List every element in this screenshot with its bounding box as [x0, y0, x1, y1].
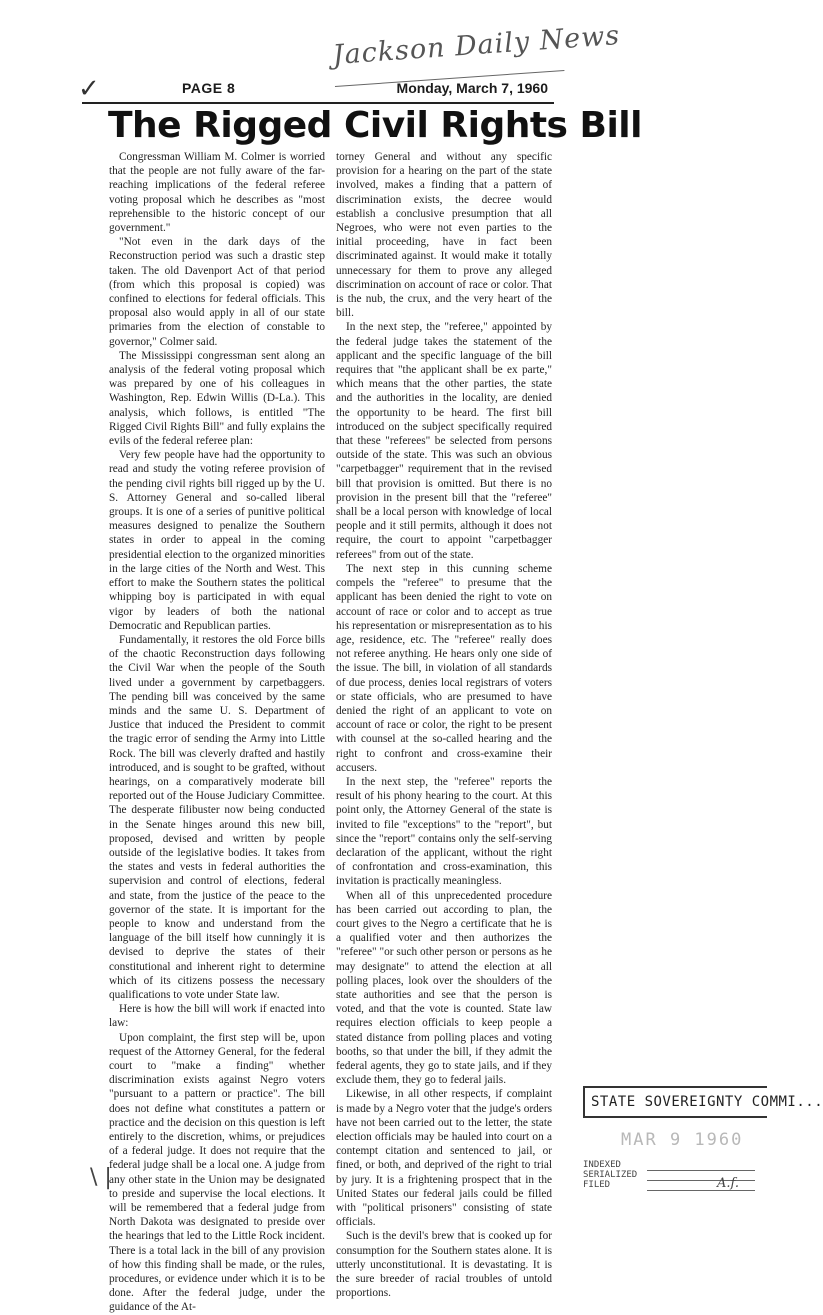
masthead-handwritten: Jackson Daily News — [332, 24, 565, 87]
paragraph: Here is how the bill will work if enacted into law: — [109, 1003, 325, 1030]
paragraph: Likewise, in all other respects, if complaint is made by a Negro voter that the judge's orders have not been carried out to the letter, the state election officials may be hauled into court on a contempt citation and sentenced to jail, or fined, or both, and deprived of the right to trial by jury. It is a frightening prospect that in the United States our federal jails could be filled with "political prisoners" consisting of state officials. — [336, 1088, 552, 1229]
article-column-left — [109, 150, 325, 1315]
paragraph: Fundamentally, it restores the old Force bills of the chaotic Reconstruction days following the Civil War when the people of the South lived under a government by carpetbaggers. The pending bill was conceived by the same minds and the same U. S. Department of Justice that induced the President to commit the tragic error of sending the Army into Little Rock. The bill was cleverly drafted and hastily introduced, and is sought to be grafted, without hearings, on a comparatively moderate bill reported out of the House Judiciary Committee. The desperate filibuster now being conducted in the Senate hinges around this new bill, proposed, devised and written by people outside of the legislative bodies. It takes from the states and vests in federal authorities the supervision and control of elections, federal and state, from the justice of the peace to the governor of the state. It is important for the people to know and understand from the language of the bill itself how cunningly it is devised to deprive the states of their constitutional and inherent right to determine which of its citizens possess the necessary qualifications to vote under State law. — [109, 633, 325, 1001]
page-header — [82, 80, 554, 104]
page-date: Monday, March 7, 1960 — [396, 80, 548, 96]
stamp-date: MAR 9 1960 — [621, 1130, 744, 1150]
paragraph: Very few people have had the opportunity to read and study the voting referee provision of the pending civil rights bill rigged up by the U. S. Attorney General and so-called liberal groups. It is one of a series of punitive political measures designed to penalize the Southern states in order to appeal in the coming presidential election to the organized minorities in the large cities of the North and West. This effort to make the Southern states the political whipping boy is participated in with equal vigor by leaders of both the national Democratic and Republican parties. — [109, 449, 325, 632]
paragraph: When all of this unprecedented procedure has been carried out according to plan, the court gives to the Negro a certificate that he is a qualified voter and then authorizes the "referee" "or such other person or persons as he may designate" to attend the election at all polling places, look over the shoulders of the state authorities and see that the person is voted, and that the vote is counted. State law requires election officials to keep people a stated distance from polling places and voting booths, so that under the bill, if they admit the federal agents, they go to state jails, and if they exclude them, they go to federal jails. — [336, 889, 552, 1087]
hand-check-mark-icon: ✓ — [78, 74, 100, 104]
headline: The Rigged Civil Rights Bill — [108, 105, 642, 146]
paragraph: Upon complaint, the first step will be, upon request of the Attorney General, for the federal court to "make a finding" whether discrimination exists against Negro voters "pursuant to a pattern or practice". The bill does not define what constitutes a pattern or practice and the decision on this question is left entirely to the discretion, whims, or prejudices of a federal judge. It does not require that the federal judge shall be a local one. A judge from any other state in the Union may be designated to preside and supervise the local elections. It will be remembered that a federal judge from North Dakota was designated to preside over the hearings that led to the Little Rock incident. There is a total lack in the bill of any provision of how this finding shall be made, or the rules, procedures, or evidence under which it is to be done. After the federal judge, under the guidance of the At- — [109, 1031, 325, 1314]
page-label: PAGE 8 — [182, 80, 236, 96]
paragraph: Congressman William M. Colmer is worried that the people are not fully aware of the far-reaching implications of the federal referee voting proposal which he describes as "most reprehensible to the historic concept of our government." — [109, 151, 325, 235]
article-column-right — [336, 150, 552, 1300]
stamp-filed: FILED — [583, 1180, 611, 1190]
paragraph: The Mississippi congressman sent along an analysis of the federal voting proposal which was prepared by one of his colleagues in Washington, Rep. Edwin Willis (D-La.). This analysis, which follows, is entitled "The Rigged Civil Rights Bill" and fully explains the evils of the federal referee plan: — [109, 349, 325, 448]
paragraph: "Not even in the dark days of the Reconstruction period was such a drastic step taken. The old Davenport Act of that period (from which this proposal is copied) was confined to elections for federal officials. This proposal also would apply in all of our state primaries from the election of constable to governor," Colmer said. — [109, 236, 325, 348]
paragraph: torney General and without any specific provision for a hearing on the part of the state involved, makes a finding that a pattern of discrimination exists, the decree would establish a conclusive presumption that all Negroes, who were not even parties to the initial proceeding, have in fact been discriminated against. It would make it totally unnecessary for them to prove any alleged discrimination on account of race or color. That is the nub, the crux, and the very heart of the bill. — [336, 151, 552, 320]
stamp-initials: A.f. — [717, 1176, 740, 1191]
margin-bracket-mark-icon: \ | — [90, 1165, 112, 1190]
paragraph: In the next step, the "referee" reports the result of his phony hearing to the court. At this point only, the Attorney General of the state is invited to file "exceptions" to the "report", but since the "report" contains only the self-serving declaration of the applicant, without the right of confrontation and cross-examination, this invitation is practically meaningless. — [336, 775, 552, 888]
stamp-indexed: INDEXED — [583, 1160, 621, 1170]
stamp-status-lines — [583, 1160, 643, 1190]
paragraph: In the next step, the "referee," appointed by the federal judge takes the statement of the applicant and the specific language of the bill requires that "the applicant shall be ex parte," which means that the other parties, the state and the authorities in the locality, are denied the opportunity to be heard. The first bill introduced on the subject specifically required that these "referees" be selected from persons outside of the state. This was such an obvious "carpetbagger" requirement that in the revised bill that provision is omitted. But there is no provision in the present bill that the "referee" shall be a local person with knowledge of local people and it still permits, although it does not require, the court to appoint "carpetbagger referees" from out of the state. — [336, 321, 552, 561]
stamp-rule — [647, 1170, 755, 1171]
paragraph: The next step in this cunning scheme compels the "referee" to presume that the applicant has been denied the right to vote on account of race or color and to accept as true his representation or misrepresentation as to his age, residence, etc. The "referee" really does not referee anything. He hears only one side of the issue. The bill, in violation of all standards of due process, denies local registrars of voters or state officials, who are presumed to have denied the right of an applicant to vote on account of race or color, the right to be present with counsel at the so-called hearing and the right to confront and cross-examine their accusers. — [336, 562, 552, 774]
stamp-serialized: SERIALIZED — [583, 1170, 638, 1180]
stamp-title: STATE SOVEREIGNTY COMMI... — [583, 1086, 767, 1118]
archive-stamp — [577, 1078, 823, 1200]
paragraph: Such is the devil's brew that is cooked up for consumption for the Southern states alone. It is utterly unconstitutional. It is devastating. It is the sure breeder of racial troubles of untold proportions. — [336, 1230, 552, 1300]
